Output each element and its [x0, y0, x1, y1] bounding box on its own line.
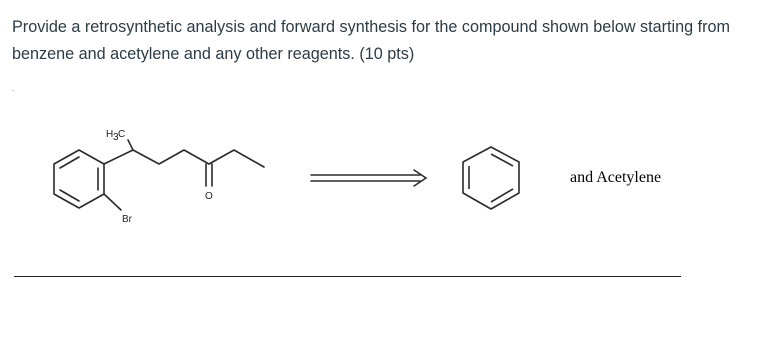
retrosynthesis-arrow [311, 170, 426, 186]
answer-divider-line [14, 276, 681, 277]
oxygen-label: O [205, 191, 213, 202]
benzene-ring [463, 147, 519, 209]
target-side-chain [104, 150, 264, 167]
methyl-branch-bond [128, 140, 133, 150]
methyl-label-h: H [106, 129, 114, 140]
bromine-label: Br [122, 214, 132, 225]
question-text: Provide a retrosynthetic analysis and forward synthesis for the compound shown below starting from benzene and acetylene and any other reagents. (10 pts) [12, 18, 730, 63]
benzene-double-bond-2 [491, 189, 513, 202]
methyl-label-c: C [118, 129, 126, 140]
reagent-acetylene-label: and Acetylene [570, 169, 662, 186]
benzene-structure [463, 147, 519, 209]
methyl-label-subscript: 3 [113, 132, 119, 143]
benzene-double-bond-1 [491, 154, 513, 166]
target-molecule [54, 140, 264, 210]
target-benzene-ring [54, 150, 104, 208]
carbon-bromine-bond [104, 194, 121, 210]
arrow-head [414, 170, 426, 186]
